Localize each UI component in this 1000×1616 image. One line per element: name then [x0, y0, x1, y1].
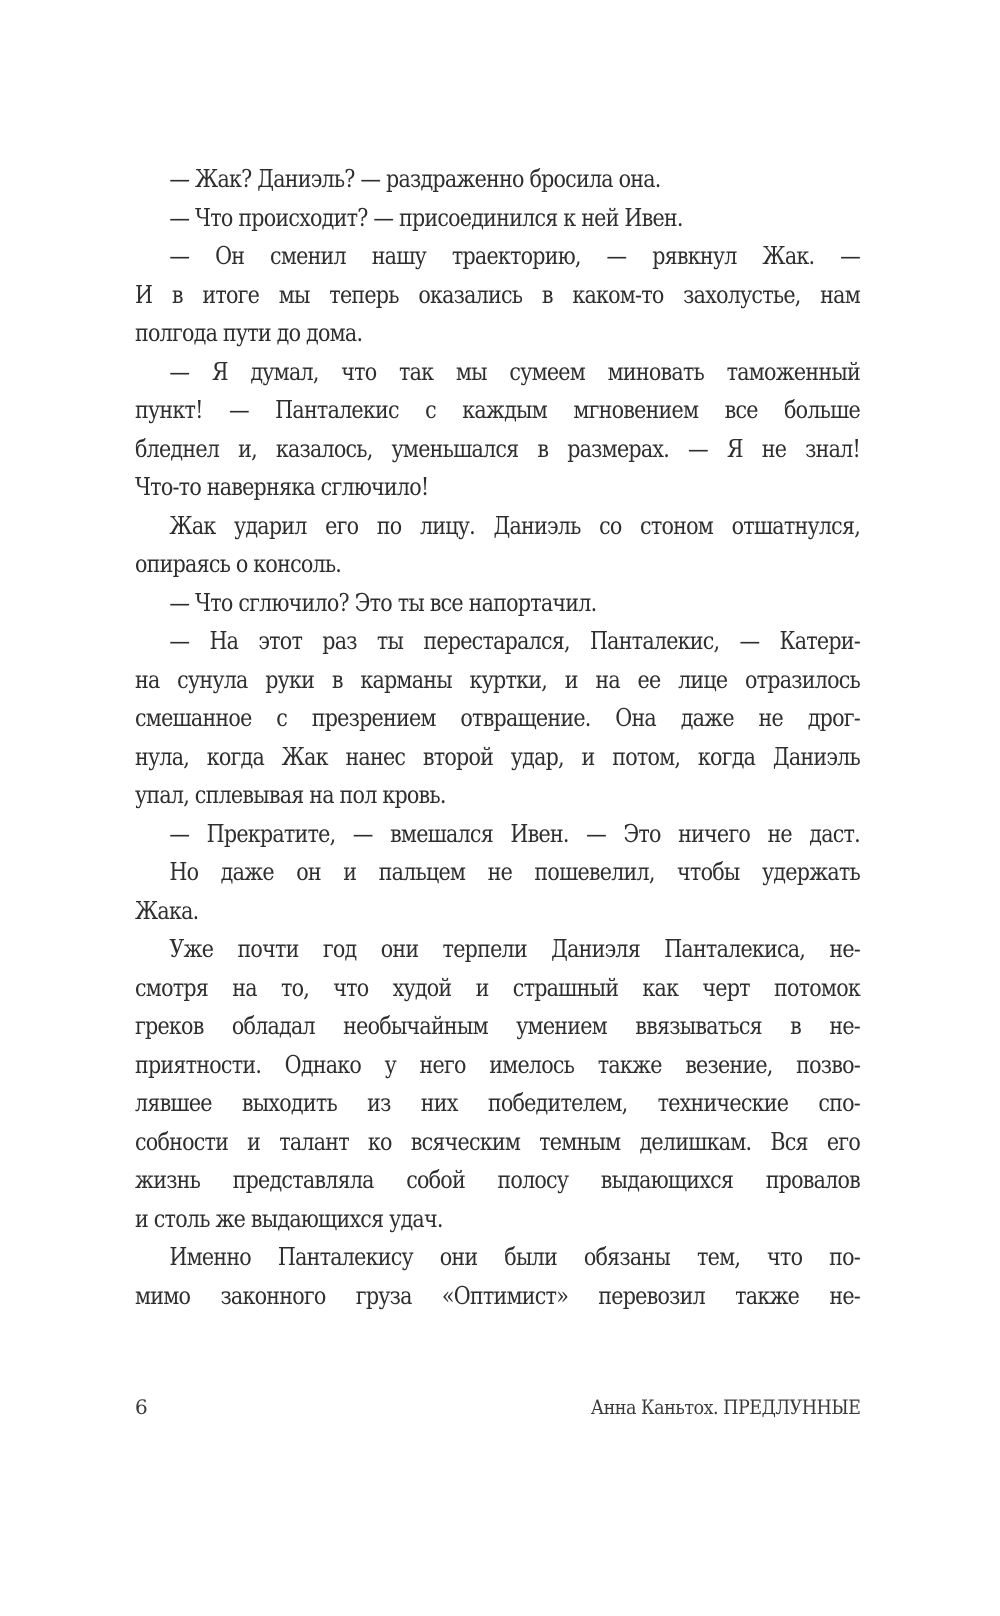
text-line: — Я думал, что так мы сумеем миновать таможенный — [169, 357, 860, 386]
page-body — [135, 160, 860, 1315]
text-line: Именно Панталекису они были обязаны тем, что по- — [169, 1243, 860, 1271]
text-line: нула, когда Жак нанес второй удар, и потом, когда Даниэль — [135, 742, 860, 771]
text-line: Жака. — [135, 896, 199, 925]
text-line: — Прекратите, — вмешался Ивен. — Это ничего не даст. — [169, 819, 860, 848]
text-line: лявшее выходить из них победителем, технические спо- — [135, 1089, 860, 1117]
text-line: полгода пути до дома. — [135, 319, 363, 347]
text-line: — На этот раз ты перестарался, Панталекис, — Катери- — [169, 627, 860, 655]
text-line: смотря на то, что худой и страшный как черт потомок — [135, 973, 860, 1002]
running-head: Анна Каньтох. ПРЕДЛУННЫЕ — [590, 1395, 860, 1419]
text-line: мимо законного груза «Оптимист» перевозил также не- — [135, 1281, 860, 1310]
text-line: и столь же выдающихся удач. — [135, 1204, 443, 1233]
text-line: Что-то наверняка сглючило! — [135, 473, 429, 501]
page-footer — [135, 1390, 860, 1424]
text-line: греков обладал необычайным умением ввязываться в не- — [135, 1012, 860, 1040]
text-line: бледнел и, казалось, уменьшался в размерах. — Я не знал! — [135, 434, 860, 463]
text-line: — Жак? Даниэль? — раздраженно бросила она. — [169, 165, 661, 193]
text-line: — Он сменил нашу траекторию, — рявкнул Жак. — — [169, 242, 860, 270]
text-line: упал, сплевывая на пол кровь. — [135, 781, 446, 809]
text-line: опираясь о консоль. — [135, 550, 342, 578]
text-line: Жак ударил его по лицу. Даниэль со стоном отшатнулся, — [169, 511, 860, 540]
text-line: жизнь представляла собой полосу выдающихся провалов — [135, 1166, 860, 1194]
text-line: — Что происходит? — присоединился к ней Ивен. — [169, 203, 683, 232]
page-number: 6 — [135, 1395, 148, 1419]
text-line: И в итоге мы теперь оказались в каком-то захолустье, нам — [135, 280, 860, 309]
text-line: приятности. Однако у него имелось также везение, позво- — [135, 1050, 860, 1079]
text-line: Уже почти год они терпели Даниэля Панталекиса, не- — [169, 935, 860, 963]
text-line: пункт! — Панталекис с каждым мгновением все больше — [135, 396, 860, 424]
text-line: Но даже он и пальцем не пошевелил, чтобы удержать — [169, 858, 860, 886]
text-line: на сунула руки в карманы куртки, и на ее лице отразилось — [135, 665, 860, 694]
text-line: собности и талант ко всяческим темным делишкам. Вся его — [135, 1127, 860, 1156]
text-line: — Что сглючило? Это ты все напортачил. — [169, 588, 597, 617]
text-line: смешанное с презрением отвращение. Она даже не дрог- — [135, 704, 860, 732]
